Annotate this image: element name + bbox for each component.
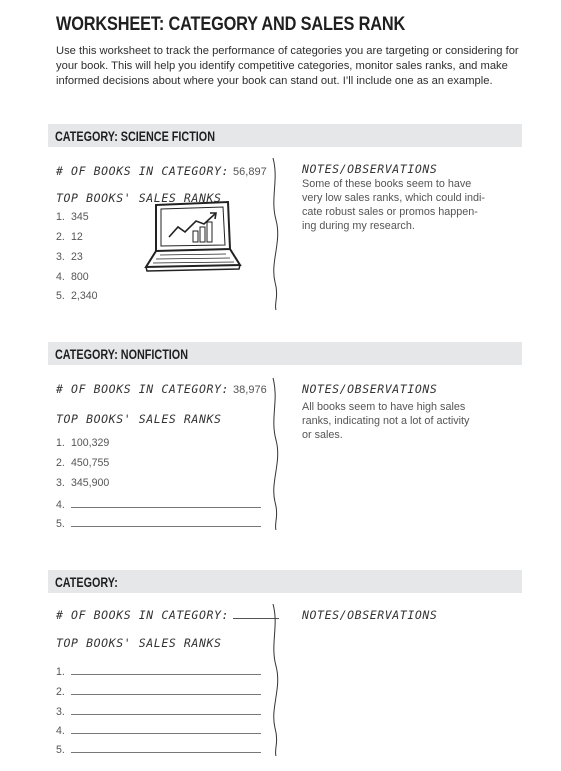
category-header-bar <box>48 570 522 593</box>
books-count-row <box>56 382 267 396</box>
books-count-row <box>56 164 267 178</box>
rank-blank-line[interactable]: 4. <box>56 498 261 511</box>
rank-item: 4. 800 <box>56 271 89 283</box>
books-count-label: # OF BOOKS IN CATEGORY: <box>56 164 230 178</box>
page-title: WORKSHEET: CATEGORY AND SALES RANK <box>56 14 406 35</box>
laptop-growth-chart-icon <box>144 197 242 277</box>
notes-label: NOTES/OBSERVATIONS <box>302 162 438 176</box>
category-header: CATEGORY: SCIENCE FICTION <box>55 129 216 144</box>
sales-ranks-label: TOP BOOKS' SALES RANKS <box>56 636 222 650</box>
divider-wavy-line <box>268 158 284 310</box>
category-section-nonfiction <box>48 342 522 542</box>
sales-ranks-label: TOP BOOKS' SALES RANKS <box>56 191 222 205</box>
rank-item: 1. 345 <box>56 211 89 223</box>
rank-item: 2. 12 <box>56 231 83 243</box>
category-header: CATEGORY: <box>55 575 118 590</box>
rank-item: 3. 23 <box>56 251 83 263</box>
divider-wavy-line <box>268 378 284 530</box>
notes-text: All books seem to have high sales ranks, indicating not a lot of activity or sales. <box>302 401 470 441</box>
rank-blank-line[interactable]: 5. <box>56 743 261 756</box>
books-count-row <box>56 608 279 622</box>
rank-blank-line[interactable]: 1. <box>56 665 261 678</box>
sales-ranks-label: TOP BOOKS' SALES RANKS <box>56 412 222 426</box>
books-count-value: 56,897 <box>233 166 267 178</box>
category-header-bar <box>48 342 522 365</box>
books-count-label: # OF BOOKS IN CATEGORY: <box>56 382 230 396</box>
notes-label: NOTES/OBSERVATIONS <box>302 608 438 622</box>
notes-text: Some of these books seem to have very low sales ranks, which could indi- cate robust sales or promos happen- ing during my research. <box>302 178 486 232</box>
rank-item: 2. 450,755 <box>56 457 110 469</box>
rank-blank-line[interactable]: 2. <box>56 685 261 698</box>
rank-blank-line[interactable]: 4. <box>56 724 261 737</box>
category-header: CATEGORY: NONFICTION <box>55 347 188 362</box>
books-count-value: 38,976 <box>233 384 267 396</box>
divider-wavy-line <box>268 604 284 756</box>
books-count-label: # OF BOOKS IN CATEGORY: <box>56 608 230 622</box>
rank-item: 5. 2,340 <box>56 290 98 302</box>
rank-item: 1. 100,329 <box>56 437 110 449</box>
notes-label: NOTES/OBSERVATIONS <box>302 382 438 396</box>
rank-item: 3. 345,900 <box>56 477 110 489</box>
category-header-bar <box>48 124 522 147</box>
rank-blank-line[interactable]: 5. <box>56 517 261 530</box>
rank-blank-line[interactable]: 3. <box>56 705 261 718</box>
intro-paragraph: Use this worksheet to track the performance of categories you are targeting or considering for your book. This will help you identify competitive categories, monitor sales ranks, and make informed decisions about where your book can stand out. I’ll include one as an example. <box>56 45 519 88</box>
category-section-blank <box>48 570 522 770</box>
category-section-science-fiction <box>48 124 522 314</box>
